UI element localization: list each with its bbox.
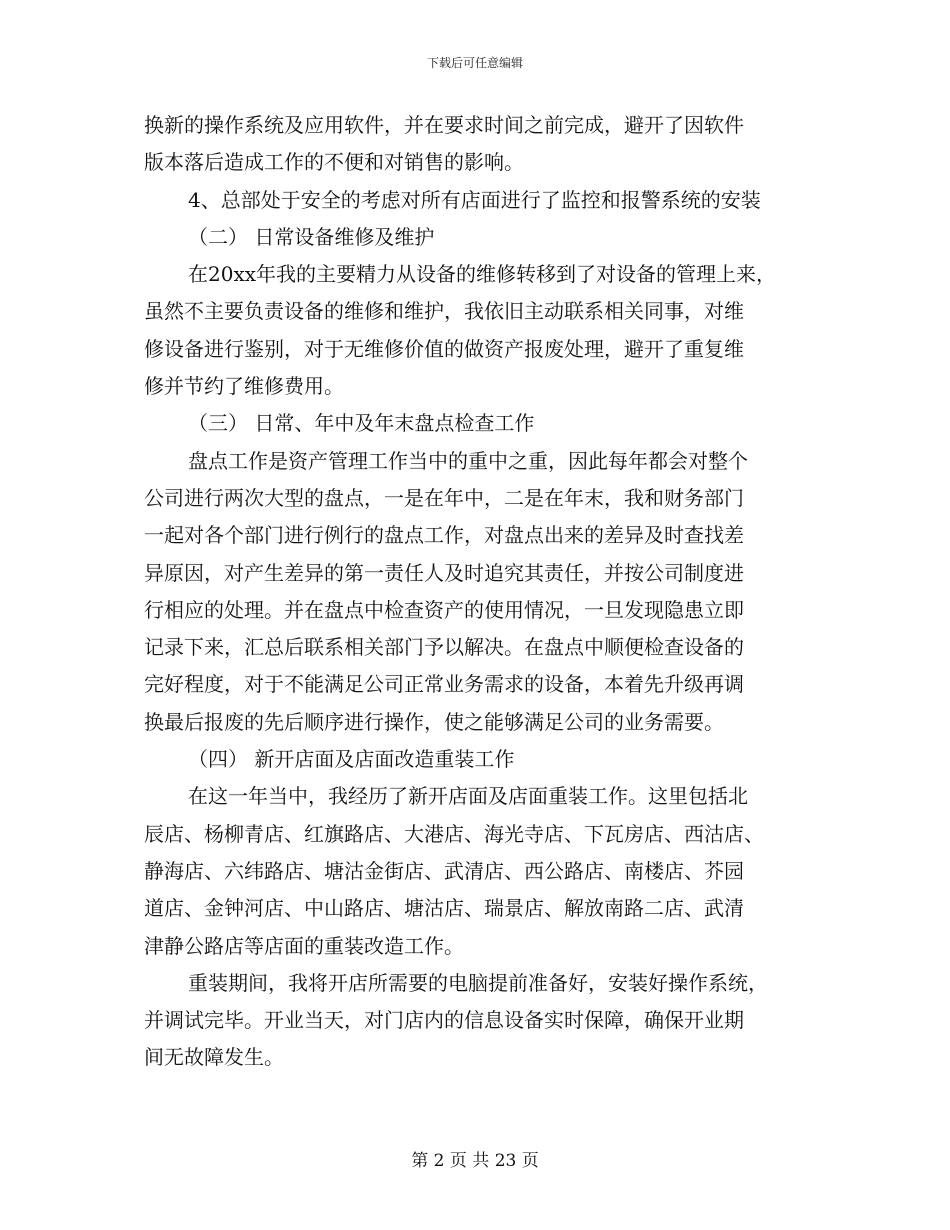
body-line: 异原因，对产生差异的第一责任人及时追究其责任，并按公司制度进 xyxy=(144,560,744,585)
paragraph-start: 在20xx年我的主要精力从设备的维修转移到了对设备的管理上来， xyxy=(188,262,777,287)
section-heading-3: （三） 日常、年中及年末盘点检查工作 xyxy=(188,411,535,436)
section-heading-4: （四） 新开店面及店面改造重装工作 xyxy=(188,747,515,772)
body-line: 静海店、六纬路店、塘沽金街店、武清店、西公路店、南楼店、芥园 xyxy=(144,858,744,883)
document-body xyxy=(144,107,814,1077)
body-line: 换新的操作系统及应用软件，并在要求时间之前完成，避开了因软件 xyxy=(144,113,744,137)
body-line: 完好程度，对于不能满足公司正常业务需求的设备，本着先升级再调 xyxy=(144,672,744,697)
body-line: 版本落后造成工作的不便和对销售的影响。 xyxy=(144,150,524,175)
body-line: 公司进行两次大型的盘点，一是在年中，二是在年末，我和财务部门 xyxy=(144,485,744,510)
body-line: 辰店、杨柳青店、红旗路店、大港店、海光寺店、下瓦房店、西沽店、 xyxy=(144,821,764,846)
paragraph-start: 重装期间，我将开店所需要的电脑提前准备好，安装好操作系统， xyxy=(188,970,768,995)
paragraph-start: 在这一年当中，我经历了新开店面及店面重装工作。这里包括北 xyxy=(188,784,748,809)
body-line: 记录下来，汇总后联系相关部门予以解决。在盘点中顺便检查设备的 xyxy=(144,635,744,660)
page-header: 下载后可任意编辑 xyxy=(426,56,523,70)
body-line: 间无故障发生。 xyxy=(144,1045,284,1070)
body-line: 修并节约了维修费用。 xyxy=(144,374,344,399)
list-item-4: 4、总部处于安全的考虑对所有店面进行了监控和报警系统的安装 xyxy=(188,187,761,212)
body-line: 并调试完毕。开业当天，对门店内的信息设备实时保障，确保开业期 xyxy=(144,1008,744,1033)
body-line: 行相应的处理。并在盘点中检查资产的使用情况，一旦发现隐患立即 xyxy=(144,597,744,622)
body-line: 修设备进行鉴别，对于无维修价值的做资产报废处理，避开了重复维 xyxy=(144,336,744,361)
body-line: 道店、金钟河店、中山路店、塘沽店、瑞景店、解放南路二店、武清 xyxy=(144,896,744,921)
section-heading-2: （二） 日常设备维修及维护 xyxy=(188,224,435,249)
body-line: 虽然不主要负责设备的维修和维护，我依旧主动联系相关同事，对维 xyxy=(144,299,744,324)
body-line: 一起对各个部门进行例行的盘点工作，对盘点出来的差异及时查找差 xyxy=(144,523,744,548)
body-line: 津静公路店等店面的重装改造工作。 xyxy=(144,933,464,958)
paragraph-start: 盘点工作是资产管理工作当中的重中之重，因此每年都会对整个 xyxy=(188,448,748,473)
body-line: 换最后报废的先后顺序进行操作，使之能够满足公司的业务需要。 xyxy=(144,709,724,734)
page-footer: 第 2 页 共 23 页 xyxy=(411,1151,539,1171)
